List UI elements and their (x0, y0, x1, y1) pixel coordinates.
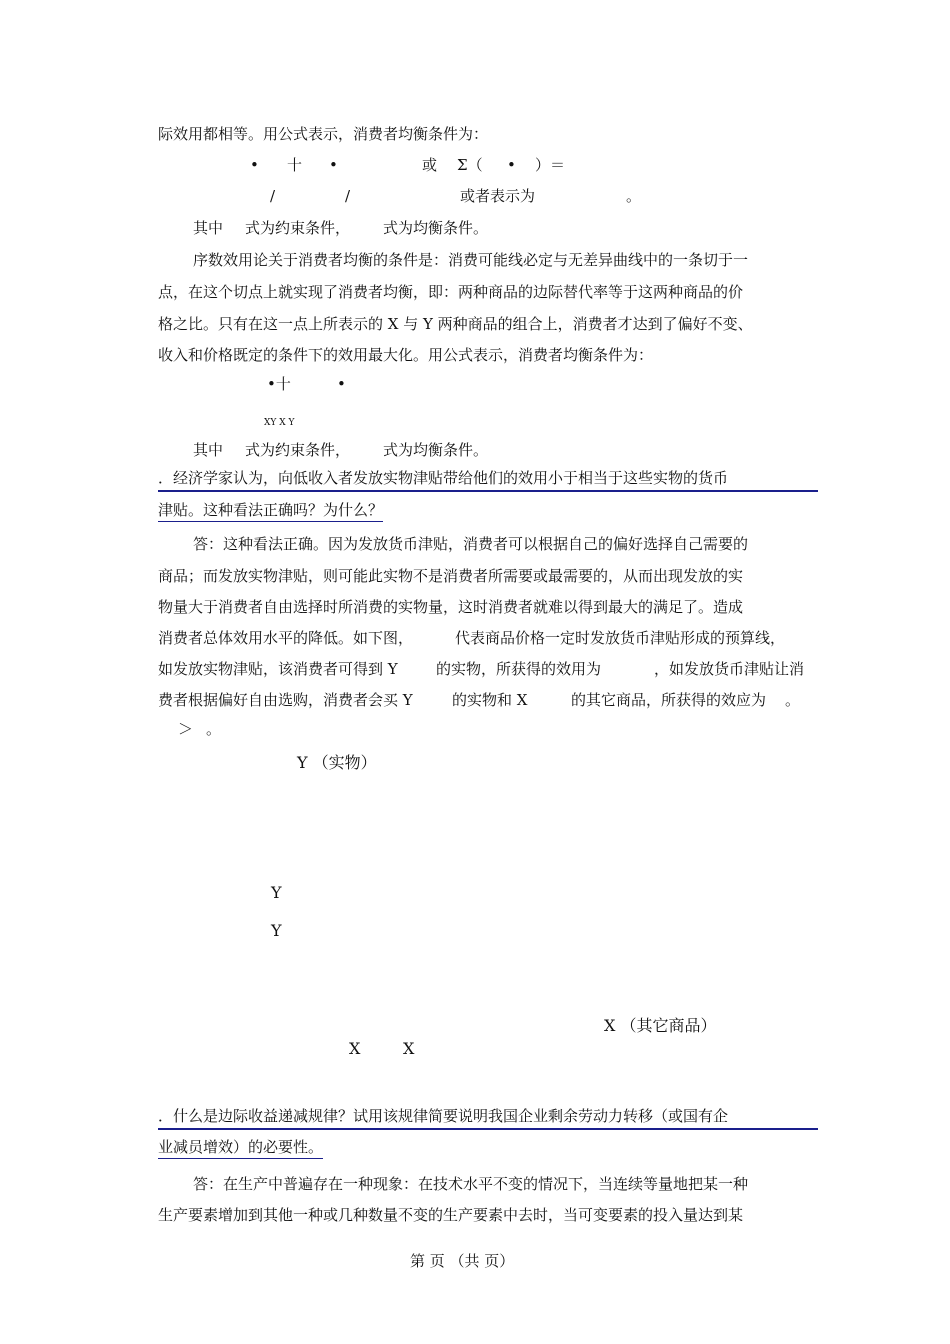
formula-symbol: / (345, 187, 351, 205)
answer-line: 费者根据偏好自由选购，消费者会买 Y (158, 691, 413, 709)
figure-y-axis-label: Y （实物） (297, 753, 377, 772)
answer-line: 如发放实物津贴，该消费者可得到 Y (158, 660, 398, 678)
figure-y-tick: Y (271, 921, 282, 940)
formula-symbol: • (337, 375, 346, 393)
condition-text: 式为约束条件， (245, 219, 351, 237)
answer-line: 消费者总体效用水平的降低。如下图， (158, 629, 414, 647)
condition-text: 式为均衡条件。 (383, 219, 489, 237)
figure-y-tick: Y (271, 883, 282, 902)
question-line: ．经济学家认为，向低收入者发放实物津贴带给他们的效用小于相当于这些实物的货币 (158, 468, 818, 492)
paragraph-line: 序数效用论关于消费者均衡的条件是：消费可能线必定与无差异曲线中的一条切于一 (193, 251, 749, 269)
page-footer: 第 页 （共 页） (410, 1252, 515, 1270)
formula-symbol: Σ（ (457, 156, 483, 174)
formula-text: 或者表示为 (460, 187, 536, 205)
figure-x-axis-label: X （其它商品） (604, 1016, 717, 1035)
answer-line: 商品；而发放实物津贴，则可能此实物不是消费者所需要或最需要的，从而出现发放的实 (158, 567, 744, 585)
formula-symbol: / (270, 187, 276, 205)
answer-line: 的实物，所获得的效用为 (436, 660, 602, 678)
answer-line: ，如发放货币津贴让消 (654, 660, 805, 678)
formula-symbol: • (507, 156, 516, 174)
answer-line: 。 (206, 720, 222, 738)
condition-text: 其中 (193, 219, 224, 237)
formula-symbol: • (250, 156, 259, 174)
condition-text: 式为均衡条件。 (383, 441, 489, 459)
formula-symbol: •十 (267, 375, 291, 393)
answer-line: 的其它商品，所获得的效应为 (571, 691, 767, 709)
formula-symbol: 十 (287, 156, 303, 174)
formula-symbol: • (329, 156, 338, 174)
answer-line: ＞ (178, 720, 194, 738)
answer-line: 代表商品价格一定时发放货币津贴形成的预算线， (455, 629, 786, 647)
formula-text: 。 (626, 187, 642, 205)
figure-x-tick: X (403, 1039, 415, 1058)
answer-line: 答：在生产中普遍存在一种现象：在技术水平不变的情况下，当连续等量地把某一种 (193, 1175, 749, 1193)
paragraph-line: 点，在这个切点上就实现了消费者均衡，即：两种商品的边际替代率等于这两种商品的价 (158, 283, 744, 301)
paragraph-line: 收入和价格既定的条件下的效用最大化。用公式表示，消费者均衡条件为： (158, 346, 654, 364)
answer-line: 答：这种看法正确。因为发放货币津贴，消费者可以根据自己的偏好选择自己需要的 (193, 535, 749, 553)
condition-text: 式为约束条件， (245, 441, 351, 459)
question-line: 津贴。这种看法正确吗？为什么？ (158, 500, 383, 522)
answer-line: 。 (785, 691, 801, 709)
paragraph-line: 际效用都相等。用公式表示，消费者均衡条件为： (158, 125, 489, 143)
answer-line: 物量大于消费者自由选择时所消费的实物量，这时消费者就难以得到最大的满足了。造成 (158, 598, 744, 616)
condition-text: 其中 (193, 441, 224, 459)
answer-line: 的实物和 X (452, 691, 528, 709)
paragraph-line: 格之比。只有在这一点上所表示的 X 与 Y 两种商品的组合上，消费者才达到了偏好不变、 (158, 315, 753, 333)
question-line: ．什么是边际收益递减规律？试用该规律简要说明我国企业剩余劳动力转移（或国有企 (158, 1106, 818, 1130)
formula-symbol: ）＝ (535, 156, 566, 174)
figure-x-tick: X (349, 1039, 361, 1058)
answer-line: 生产要素增加到其他一种或几种数量不变的生产要素中去时，当可变要素的投入量达到某 (158, 1206, 744, 1224)
formula-symbol: 或 (422, 156, 438, 174)
question-line: 业减员增效）的必要性。 (158, 1137, 323, 1159)
formula-subscripts: XY X Y (264, 418, 295, 428)
